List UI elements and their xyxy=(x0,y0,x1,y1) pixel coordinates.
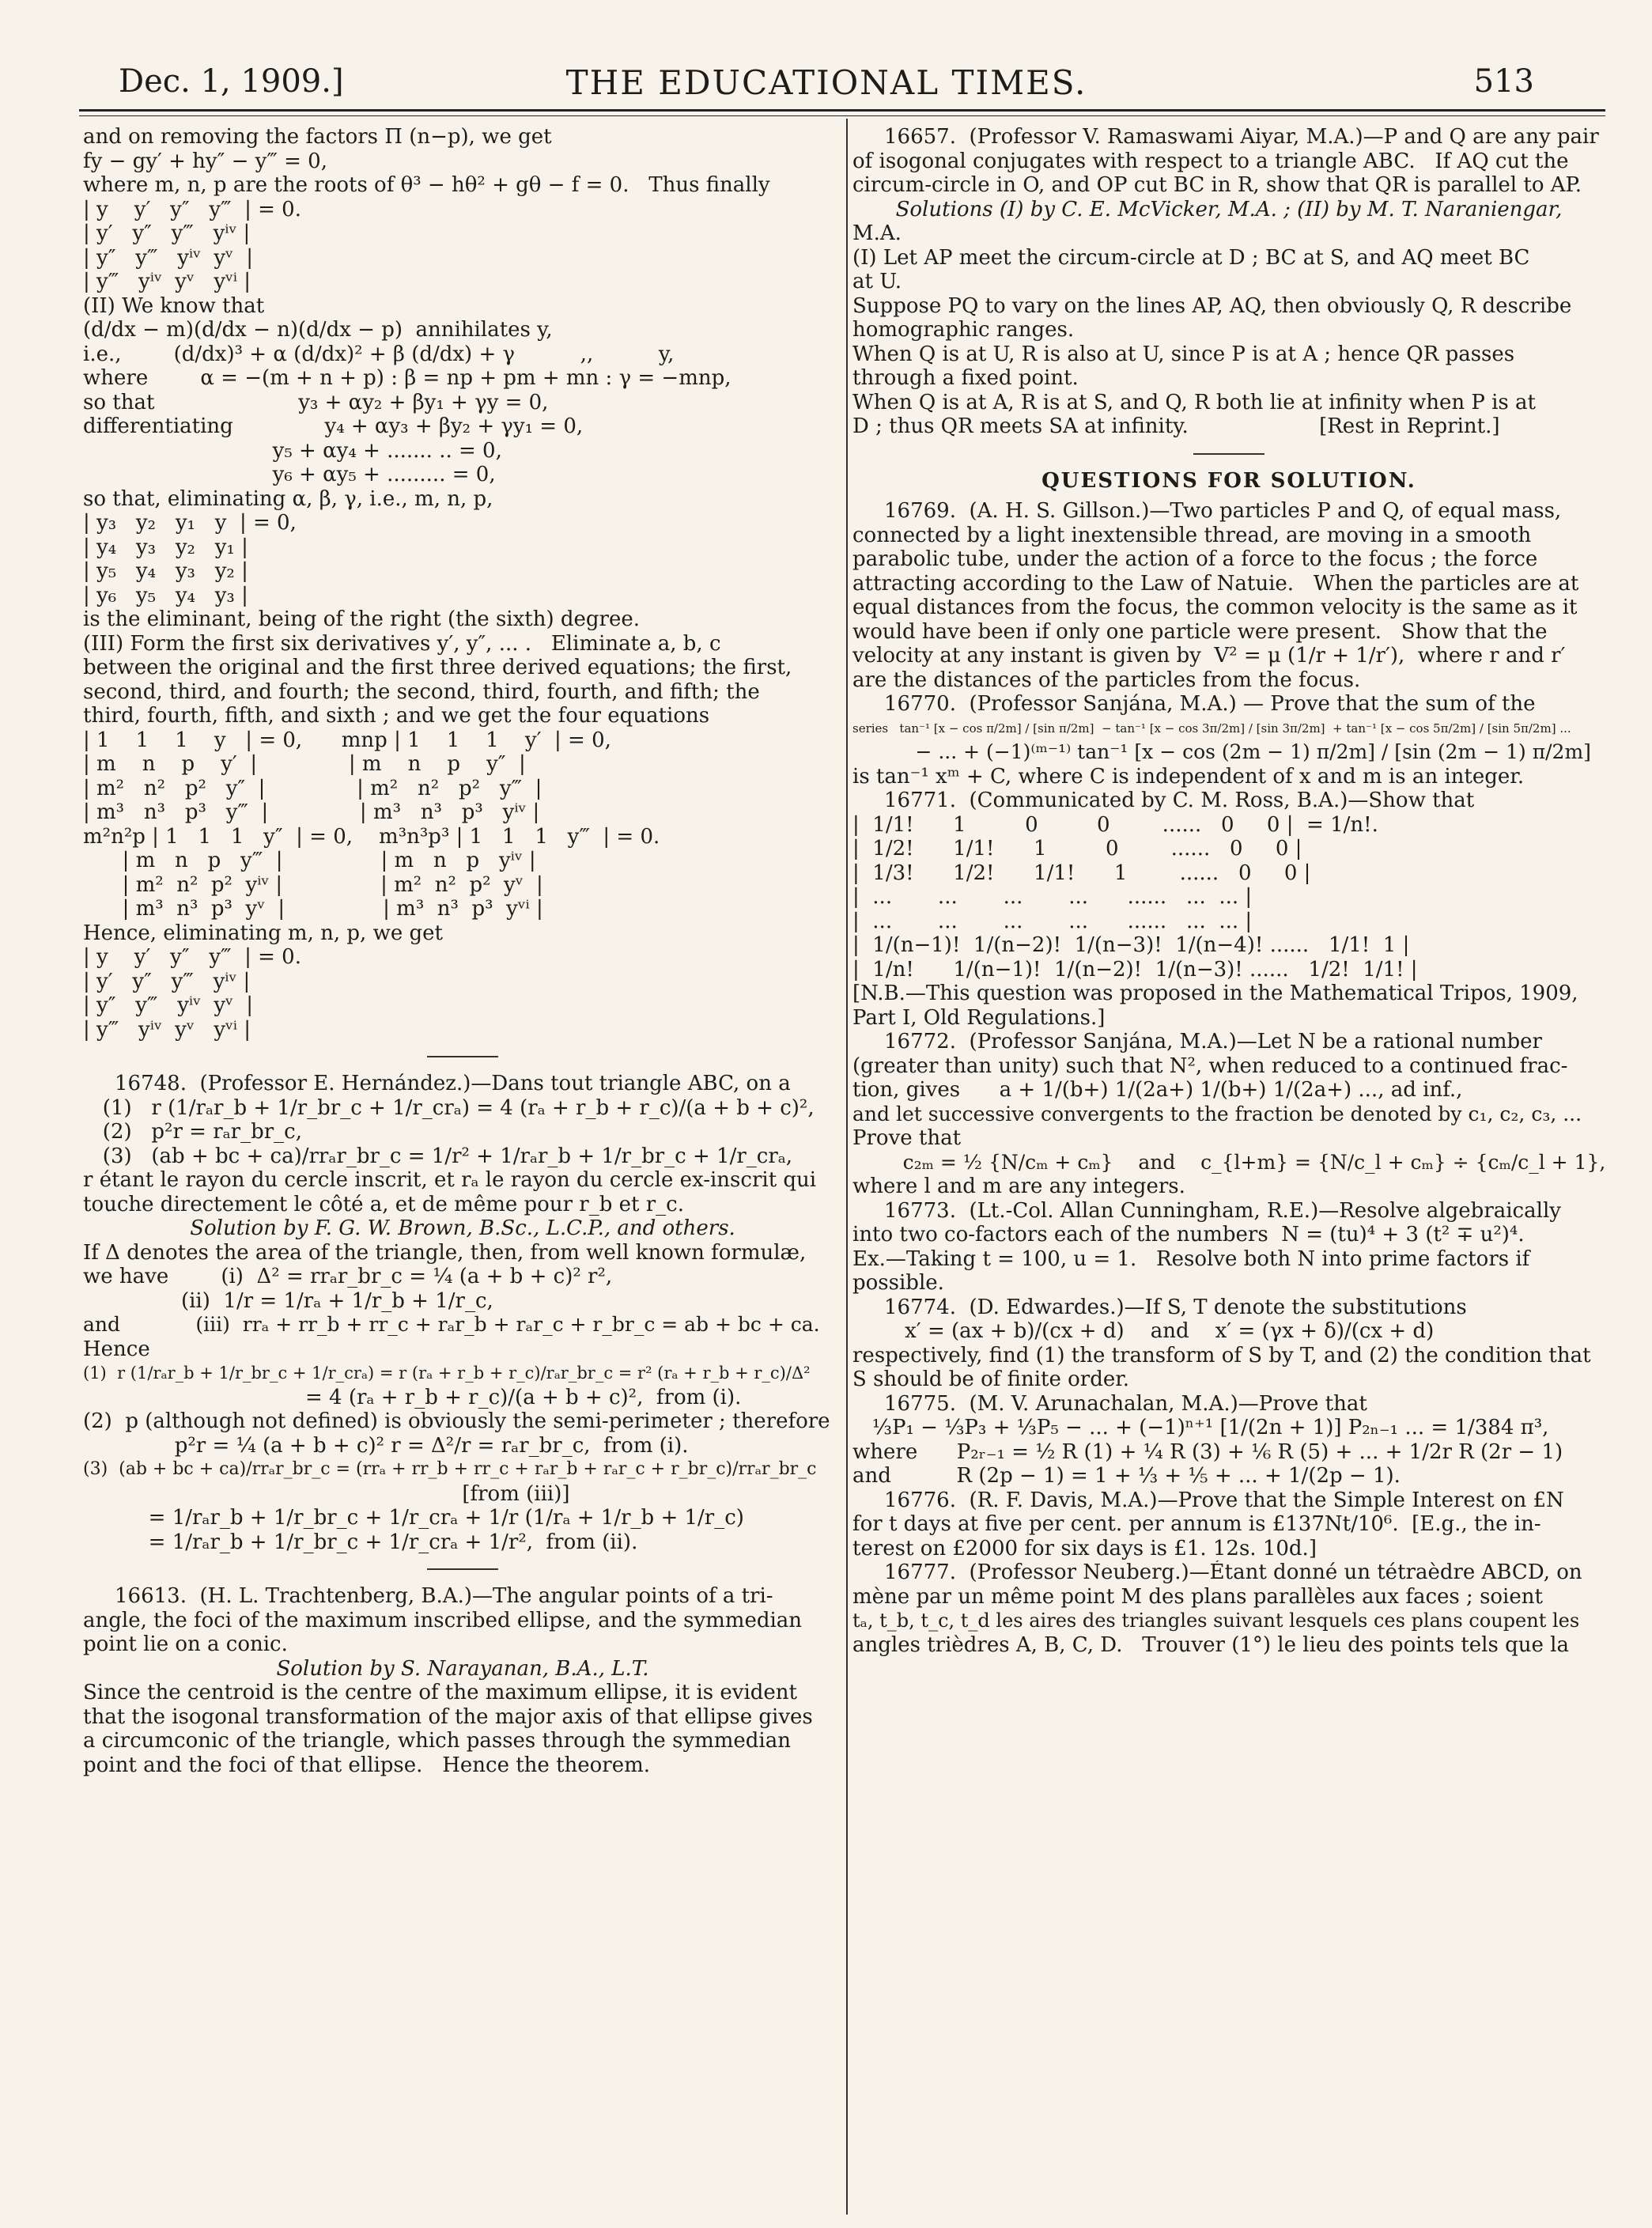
text-line: | y y′ y″ y‴ | = 0. xyxy=(83,945,301,969)
header-rule xyxy=(79,109,1605,112)
text-line: possible. xyxy=(852,1271,944,1295)
text-line: | m² n² p² yⁱᵛ | | m² n² p² yᵛ | xyxy=(83,872,543,897)
text-line: and (iii) rrₐ + rr_b + rr_c + rₐr_b + rₐr_c + r_br_c = ab + bc + ca. xyxy=(83,1313,820,1336)
question-start: 16657. (Professor V. Ramaswami Aiyar, M.A.)—P and Q are any pair xyxy=(884,125,1599,149)
text-line: and on removing the factors Π (n−p), we get xyxy=(83,125,552,149)
text-line: is the eliminant, being of the right (the sixth) degree. xyxy=(83,607,641,631)
text-line: [from (iii)] xyxy=(83,1481,570,1506)
text-line: = 1/rₐr_b + 1/r_br_c + 1/r_crₐ + 1/r², from (ii). xyxy=(83,1530,638,1554)
question-start: 16771. (Communicated by C. M. Ross, B.A.)—Show that xyxy=(884,789,1475,812)
text-line: a circumconic of the triangle, which passes through the symmedian xyxy=(83,1729,791,1753)
text-line: = 1/rₐr_b + 1/r_br_c + 1/r_crₐ + 1/r (1/rₐ + 1/r_b + 1/r_c) xyxy=(83,1506,744,1530)
text-line: where P₂ᵣ₋₁ = ½ R (1) + ¼ R (3) + ⅙ R (5) + ... + 1/2r R (2r − 1) xyxy=(852,1439,1563,1464)
section-rule xyxy=(427,1568,498,1570)
text-line: touche directement le côté a, et de même pour r_b et r_c. xyxy=(83,1192,684,1216)
text-line: | y₆ y₅ y₄ y₃ | xyxy=(83,583,248,607)
text-line: where l and m are any integers. xyxy=(852,1175,1185,1198)
page-number: 513 xyxy=(1473,63,1534,100)
text-line: | y″ y‴ yⁱᵛ yᵛ | xyxy=(83,993,254,1017)
text-line: Hence xyxy=(83,1337,150,1361)
issue-date: Dec. 1, 1909.] xyxy=(119,63,344,100)
text-line: of isogonal conjugates with respect to a triangle ABC. If AQ cut the xyxy=(852,149,1569,173)
text-line: tₐ, t_b, t_c, t_d les aires des triangles suivant lesquels ces plans coupent les xyxy=(852,1610,1580,1632)
text-line: through a fixed point. xyxy=(852,366,1079,390)
text-line: circum-circle in O, and OP cut BC in R, show that QR is parallel to AP. xyxy=(852,173,1582,197)
question-start: 16775. (M. V. Arunachalan, M.A.)—Prove that xyxy=(884,1391,1367,1416)
text-line: | 1/3! 1/2! 1/1! 1 ...... 0 0 | xyxy=(852,861,1311,885)
solution-byline: Solution by F. G. W. Brown, B.Sc., L.C.P., and others. xyxy=(190,1216,735,1240)
text-line: homographic ranges. xyxy=(852,318,1075,342)
text-line: would have been if only one particle were present. Show that the xyxy=(852,619,1548,644)
text-line: (I) Let AP meet the circum-circle at D ; BC at S, and AQ meet BC xyxy=(852,245,1530,270)
text-line: Since the centroid is the centre of the maximum ellipse, it is evident xyxy=(83,1681,798,1704)
text-line: i.e., (d/dx)³ + α (d/dx)² + β (d/dx) + γ ,, y, xyxy=(83,342,675,366)
text-line: Hence, eliminating m, n, p, we get xyxy=(83,921,443,945)
text-line: | ... ... ... ... ...... ... ... | xyxy=(852,909,1253,933)
question-start: 16613. (H. L. Trachtenberg, B.A.)—The angular points of a tri- xyxy=(115,1584,773,1608)
column-divider xyxy=(846,119,848,2215)
text-line: third, fourth, fifth, and sixth ; and we get the four equations xyxy=(83,704,710,728)
text-line: we have (i) Δ² = rrₐr_br_c = ¼ (a + b + c)² r², xyxy=(83,1265,613,1288)
text-line: angles trièdres A, B, C, D. Trouver (1°) le lieu des points tels que la xyxy=(852,1632,1569,1657)
text-line: equal distances from the focus, the common velocity is the same as it xyxy=(852,596,1578,619)
text-line: mène par un même point M des plans parallèles aux faces ; soient xyxy=(852,1584,1543,1609)
text-line: point lie on a conic. xyxy=(83,1632,288,1656)
text-line: attracting according to the Law of Natuie. When the particles are at xyxy=(852,571,1579,596)
left-column xyxy=(83,125,842,1777)
text-line: When Q is at A, R is at S, and Q, R both lie at infinity when P is at xyxy=(852,390,1536,414)
text-line: is tan⁻¹ xᵐ + C, where C is independent of x and m is an integer. xyxy=(852,764,1525,789)
text-line: − ... + (−1)⁽ᵐ⁻¹⁾ tan⁻¹ [x − cos (2m − 1) π/2m] / [sin (2m − 1) π/2m] xyxy=(852,740,1591,763)
question-start: 16770. (Professor Sanjána, M.A.) — Prove that the sum of the xyxy=(884,692,1536,716)
text-line: series tan⁻¹ [x − cos π/2m] / [sin π/2m] − tan⁻¹ [x − cos 3π/2m] / [sin 3π/2m] + tan⁻¹ [x − cos 5π/2m] / [sin 5π/2m] ... xyxy=(852,721,1571,736)
text-line: [N.B.—This question was proposed in the Mathematical Tripos, 1909, xyxy=(852,982,1578,1005)
text-line: (2) p²r = rₐr_br_c, xyxy=(83,1120,303,1144)
text-line: | m³ n³ p³ y‴ | | m³ n³ p³ yⁱᵛ | xyxy=(83,800,540,824)
text-line: m²n²p | 1 1 1 y″ | = 0, m³n³p³ | 1 1 1 y‴ | = 0. xyxy=(83,824,660,849)
text-line: velocity at any instant is given by V² = μ (1/r + 1/r′), where r and r′ xyxy=(852,644,1566,668)
text-line: r étant le rayon du cercle inscrit, et rₐ le rayon du cercle ex-inscrit qui xyxy=(83,1168,817,1192)
text-line: D ; thus QR meets SA at infinity. [Rest in Reprint.] xyxy=(852,414,1500,438)
text-line: Ex.—Taking t = 100, u = 1. Resolve both N into prime factors if xyxy=(852,1246,1530,1271)
text-line: | y″ y‴ yⁱᵛ yᵛ | xyxy=(83,245,254,270)
text-line: respectively, find (1) the transform of S by T, and (2) the condition that xyxy=(852,1343,1591,1367)
text-line: If Δ denotes the area of the triangle, then, from well known formulæ, xyxy=(83,1240,807,1265)
text-line: ⅓P₁ − ⅓P₃ + ⅓P₅ − ... + (−1)ⁿ⁺¹ [1/(2n + 1)] P₂ₙ₋₁ ... = 1/384 π³, xyxy=(852,1416,1549,1439)
text-line: | y‴ yⁱᵛ yᵛ yᵛⁱ | xyxy=(83,1017,251,1042)
text-line: | y y′ y″ y‴ | = 0. xyxy=(83,197,301,221)
text-line: and R (2p − 1) = 1 + ⅓ + ⅕ + ... + 1/(2p − 1). xyxy=(852,1464,1401,1488)
text-line: (greater than unity) such that N², when reduced to a continued frac- xyxy=(852,1053,1568,1078)
text-line: Suppose PQ to vary on the lines AP, AQ, then obviously Q, R describe xyxy=(852,293,1572,318)
text-line: | y′ y″ y‴ yⁱᵛ | xyxy=(83,969,251,993)
text-line: (1) r (1/rₐr_b + 1/r_br_c + 1/r_crₐ) = 4 (rₐ + r_b + r_c)/(a + b + c)², xyxy=(83,1095,815,1120)
text-line: | y′ y″ y‴ yⁱᵛ | xyxy=(83,221,251,245)
text-line: parabolic tube, under the action of a force to the focus ; the force xyxy=(852,547,1538,571)
question-start: 16777. (Professor Neuberg.)—Étant donné un tétraèdre ABCD, on xyxy=(884,1560,1582,1584)
text-line: | 1 1 1 y | = 0, mnp | 1 1 1 y′ | = 0, xyxy=(83,728,611,752)
text-line: where m, n, p are the roots of θ³ − hθ² + gθ − f = 0. Thus finally xyxy=(83,173,770,197)
text-line: (III) Form the first six derivatives y′, y″, ... . Eliminate a, b, c xyxy=(83,631,721,656)
text-line: | 1/1! 1 0 0 ...... 0 0 | = 1/n!. xyxy=(852,812,1378,837)
text-line: tion, gives a + 1/(b+) 1/(2a+) 1/(b+) 1/(2a+) ..., ad inf., xyxy=(852,1078,1463,1102)
text-line: | y₄ y₃ y₂ y₁ | xyxy=(83,535,248,559)
text-line: | ... ... ... ... ...... ... ... | xyxy=(852,885,1253,909)
text-line: so that y₃ + αy₂ + βy₁ + γy = 0, xyxy=(83,390,549,414)
text-line: fy − gy′ + hy″ − y‴ = 0, xyxy=(83,149,327,173)
text-line: | y₅ y₄ y₃ y₂ | xyxy=(83,559,248,583)
text-line: Prove that xyxy=(852,1126,962,1150)
journal-title: THE EDUCATIONAL TIMES. xyxy=(565,63,1087,102)
text-line: y₅ + αy₄ + ....... .. = 0, xyxy=(83,438,502,463)
question-start: 16748. (Professor E. Hernández.)—Dans tout triangle ABC, on a xyxy=(115,1072,791,1095)
section-rule xyxy=(427,1056,498,1057)
section-heading: QUESTIONS FOR SOLUTION. xyxy=(1041,468,1416,493)
text-line: | y₃ y₂ y₁ y | = 0, xyxy=(83,511,297,535)
text-line: between the original and the first three derived equations; the first, xyxy=(83,656,792,679)
right-column xyxy=(852,125,1605,1657)
text-line: that the isogonal transformation of the major axis of that ellipse gives xyxy=(83,1704,813,1729)
text-line: | y‴ yⁱᵛ yᵛ yᵛⁱ | xyxy=(83,270,251,293)
text-line: p²r = ¼ (a + b + c)² r = Δ²/r = rₐr_br_c, from (i). xyxy=(83,1433,689,1458)
text-line: point and the foci of that ellipse. Hence the theorem. xyxy=(83,1753,651,1777)
question-start: 16772. (Professor Sanjána, M.A.)—Let N be a rational number xyxy=(884,1030,1542,1053)
text-line: M.A. xyxy=(852,221,902,245)
text-line: are the distances of the particles from the focus. xyxy=(852,668,1361,692)
text-line: (1) r (1/rₐr_b + 1/r_br_c + 1/r_crₐ) = r (rₐ + r_b + r_c)/rₐr_br_c = r² (rₐ + r_b + r_c)/Δ² xyxy=(83,1364,811,1383)
text-line: | 1/2! 1/1! 1 0 ...... 0 0 | xyxy=(852,837,1302,861)
text-line: for t days at five per cent. per annum is £137Nt/10⁶. [E.g., the in- xyxy=(852,1512,1541,1536)
text-line: into two co-factors each of the numbers N = (tu)⁴ + 3 (t² ∓ u²)⁴. xyxy=(852,1223,1525,1246)
text-line: c₂ₘ = ½ {N/cₘ + cₘ} and c_{l+m} = {N/c_l + cₘ} ÷ {cₘ/c_l + 1}, xyxy=(852,1150,1605,1174)
text-line: | 1/n! 1/(n−1)! 1/(n−2)! 1/(n−3)! ...... 1/2! 1/1! | xyxy=(852,957,1418,982)
text-line: | m n p y′ | | m n p y″ | xyxy=(83,752,526,776)
section-rule xyxy=(1193,453,1265,455)
page-header xyxy=(111,57,1542,104)
question-start: 16776. (R. F. Davis, M.A.)—Prove that the Simple Interest on £N xyxy=(884,1488,1564,1512)
text-line: = 4 (rₐ + r_b + r_c)/(a + b + c)², from (i). xyxy=(83,1385,742,1409)
text-line: When Q is at U, R is also at U, since P is at A ; hence QR passes xyxy=(852,342,1515,366)
text-line: connected by a light inextensible thread, are moving in a smooth xyxy=(852,523,1532,547)
question-start: 16773. (Lt.-Col. Allan Cunningham, R.E.)—Resolve algebraically xyxy=(884,1198,1561,1223)
text-line: (3) (ab + bc + ca)/rrₐr_br_c = (rrₐ + rr_b + rr_c + rₐr_b + rₐr_c + r_br_c)/rrₐr_br_c xyxy=(83,1459,817,1479)
question-start: 16769. (A. H. S. Gillson.)—Two particles P and Q, of equal mass, xyxy=(884,499,1562,523)
text-line: y₆ + αy₅ + ......... = 0, xyxy=(83,463,496,486)
text-line: (ii) 1/r = 1/rₐ + 1/r_b + 1/r_c, xyxy=(83,1288,493,1313)
text-line: (3) (ab + bc + ca)/rrₐr_br_c = 1/r² + 1/rₐr_b + 1/r_br_c + 1/r_crₐ, xyxy=(83,1144,793,1168)
text-line: | m² n² p² y″ | | m² n² p² y‴ | xyxy=(83,776,542,800)
text-line: Part I, Old Regulations.] xyxy=(852,1005,1106,1030)
text-line: terest on £2000 for six days is £1. 12s. 10d.] xyxy=(852,1536,1317,1560)
text-line: | m n p y‴ | | m n p yⁱᵛ | xyxy=(83,849,536,872)
text-line: (d/dx − m)(d/dx − n)(d/dx − p) annihilates y, xyxy=(83,318,553,342)
text-line: (2) p (although not defined) is obviously the semi-perimeter ; therefore xyxy=(83,1409,830,1433)
solution-byline: Solutions (I) by C. E. McVicker, M.A. ; (II) by M. T. Naraniengar, xyxy=(895,197,1563,221)
text-line: (II) We know that xyxy=(83,293,265,318)
question-start: 16774. (D. Edwardes.)—If S, T denote the substitutions xyxy=(884,1295,1467,1319)
header-rule-thin xyxy=(79,115,1605,116)
text-line: S should be of finite order. xyxy=(852,1367,1130,1391)
text-line: second, third, and fourth; the second, third, fourth, and fifth; the xyxy=(83,679,760,704)
text-line: at U. xyxy=(852,270,902,293)
text-line: | 1/(n−1)! 1/(n−2)! 1/(n−3)! 1/(n−4)! ...... 1/1! 1 | xyxy=(852,933,1410,957)
text-line: x′ = (ax + b)/(cx + d) and x′ = (γx + δ)/(cx + d) xyxy=(852,1319,1435,1343)
text-line: and let successive convergents to the fraction be denoted by c₁, c₂, c₃, ... xyxy=(852,1102,1582,1125)
text-line: angle, the foci of the maximum inscribed ellipse, and the symmedian xyxy=(83,1608,803,1632)
text-line: | m³ n³ p³ yᵛ | | m³ n³ p³ yᵛⁱ | xyxy=(83,897,543,921)
solution-byline: Solution by S. Narayanan, B.A., L.T. xyxy=(276,1656,649,1681)
text-line: so that, eliminating α, β, γ, i.e., m, n, p, xyxy=(83,486,493,511)
text-line: where α = −(m + n + p) : β = np + pm + mn : γ = −mnp, xyxy=(83,366,731,390)
text-line: differentiating y₄ + αy₃ + βy₂ + γy₁ = 0, xyxy=(83,414,584,438)
